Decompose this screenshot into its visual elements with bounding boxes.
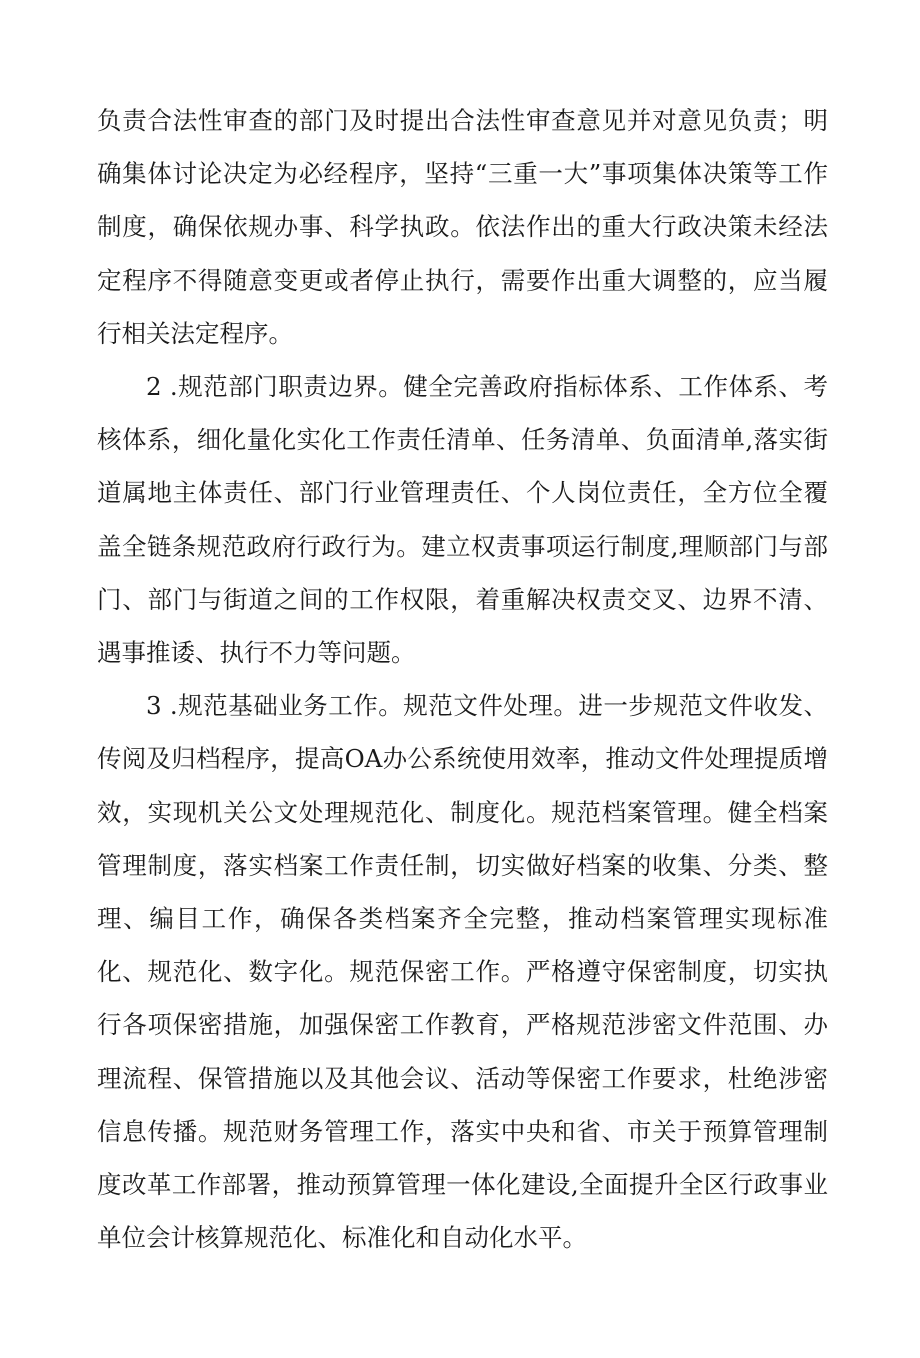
paragraph-section-3: 3 .规范基础业务工作。规范文件处理。进一步规范文件收发、传阅及归档程序，提高OA办公系统使用效率，推动文件处理提质增效，实现机关公文处理规范化、制度化。规范档案管理。健全档案管理制度，落实档案工作责任制，切实做好档案的收集、分类、整理、编目工作，确保各类档案齐全完整，推动档案管理实现标准化、规范化、数字化。规范保密工作。严格遵守保密制度，切实执行各项保密措施，加强保密工作教育，严格规范涉密文件范围、办理流程、保管措施以及其他会议、活动等保密工作要求，杜绝涉密信息传播。规范财务管理工作，落实中央和省、市关于预算管理制度改革工作部署，推动预算管理一体化建设,全面提升全区行政事业单位会计核算规范化、标准化和自动化水平。 [97, 691, 828, 1253]
paragraph-continuation: 负责合法性审查的部门及时提出合法性审查意见并对意见负责；明确集体讨论决定为必经程序，坚持“三重一大”事项集体决策等工作制度，确保依规办事、科学执政。依法作出的重大行政决策未经法定程序不得随意变更或者停止执行，需要作出重大调整的，应当履行相关法定程序。 [97, 106, 828, 348]
document-body [97, 94, 828, 1264]
paragraph-section-2: 2 .规范部门职责边界。健全完善政府指标体系、工作体系、考核体系，细化量化实化工作责任清单、任务清单、负面清单,落实街道属地主体责任、部门行业管理责任、个人岗位责任，全方位全覆盖全链条规范政府行政行为。建立权责事项运行制度,理顺部门与部门、部门与街道之间的工作权限，着重解决权责交叉、边界不清、遇事推诿、执行不力等问题。 [97, 372, 828, 668]
